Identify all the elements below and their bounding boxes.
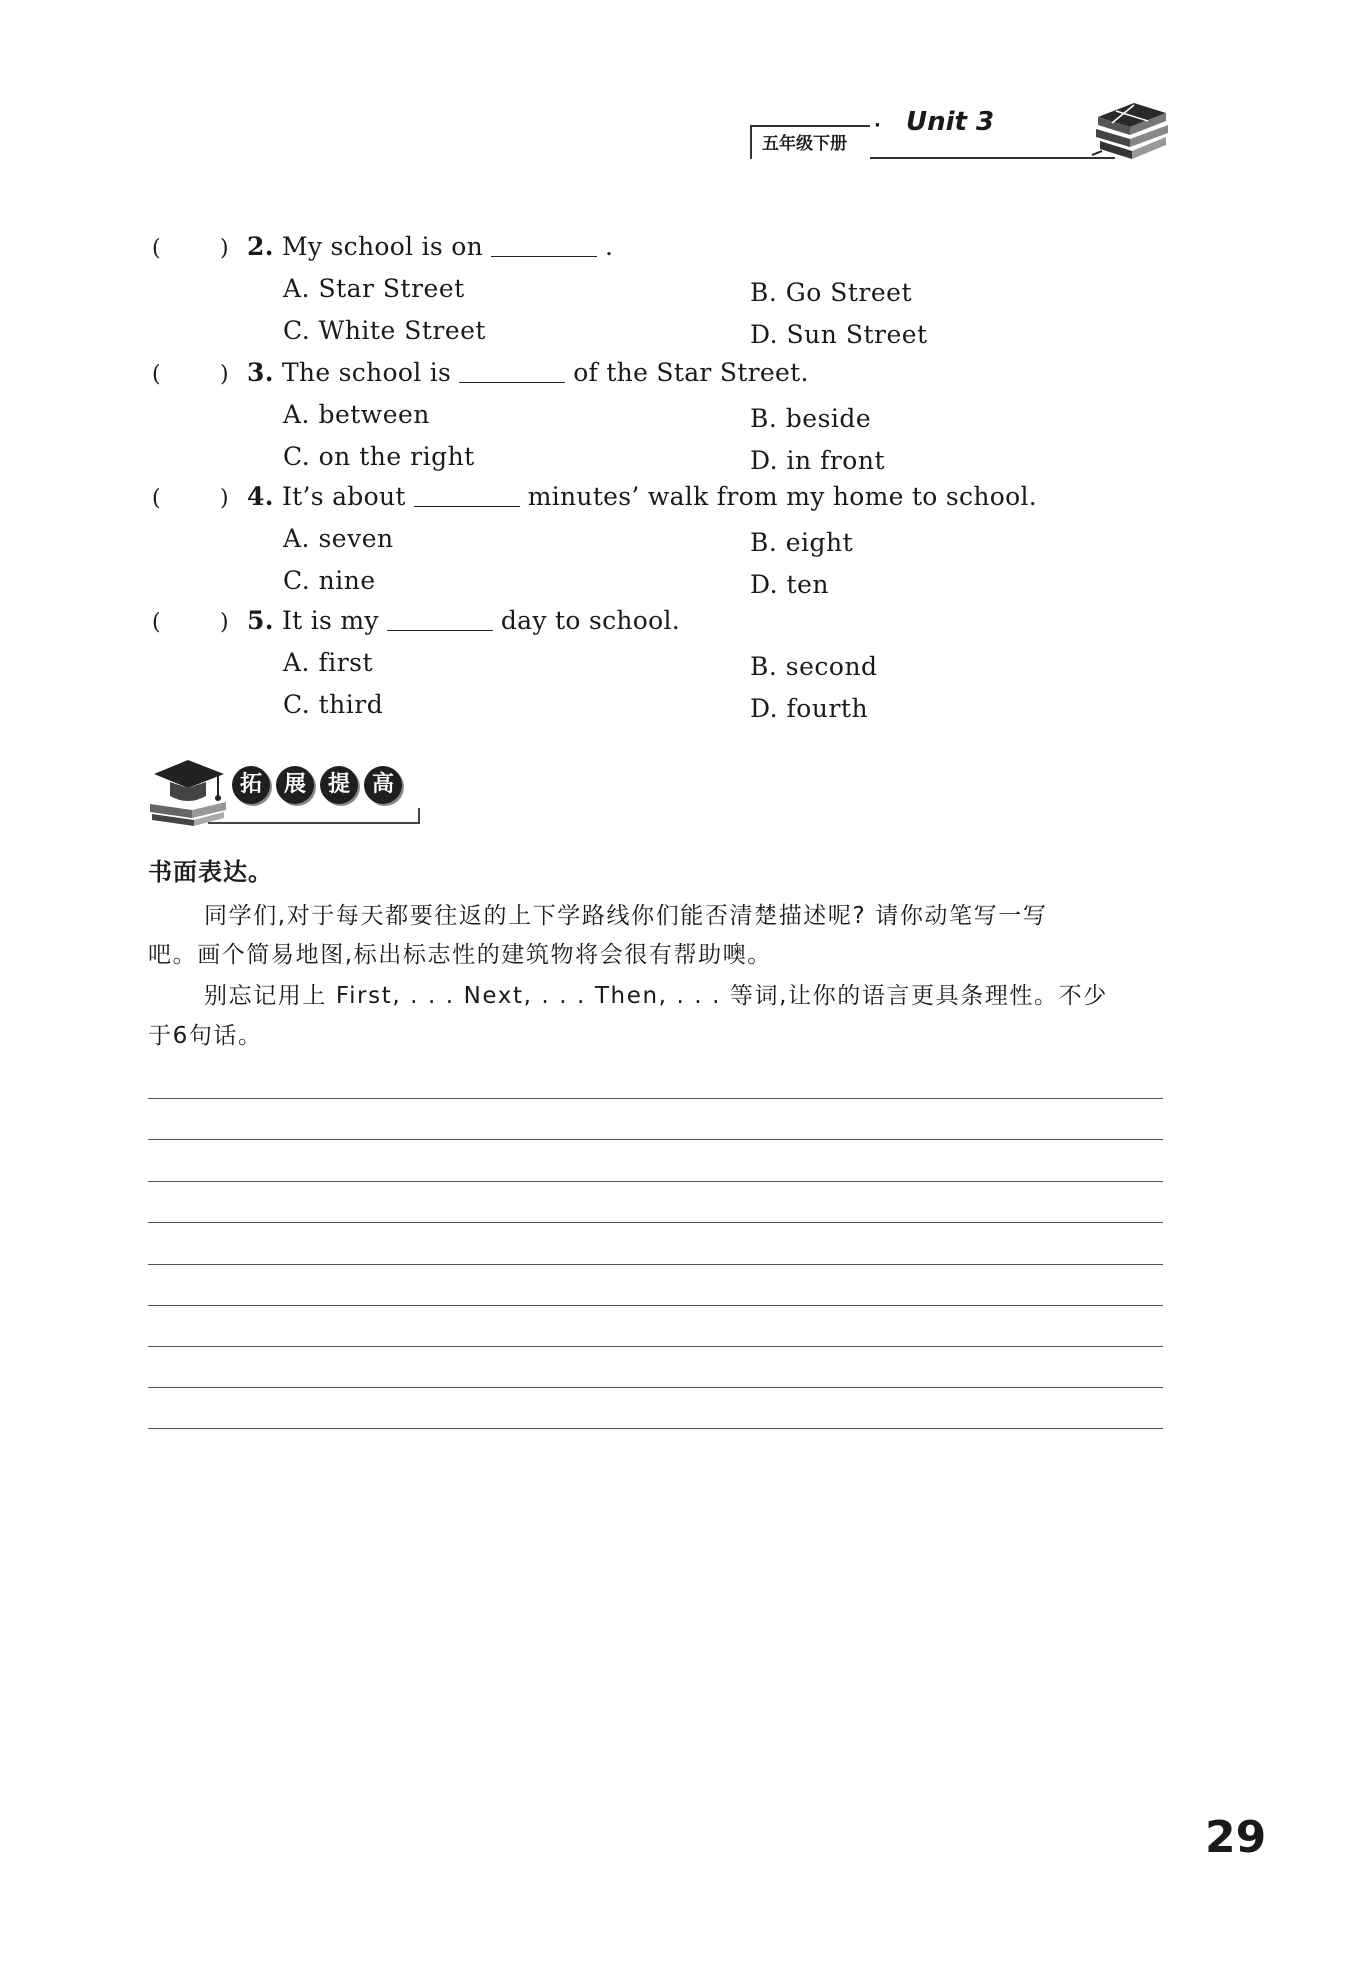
writing-hint-line-2: 于6句话。 [148, 1023, 263, 1049]
grade-label: 五年级下册 [750, 125, 870, 159]
answer-blank[interactable] [387, 610, 493, 631]
writing-line[interactable] [148, 1387, 1163, 1388]
writing-line[interactable] [148, 1264, 1163, 1265]
option-b: B. eight [750, 528, 854, 557]
writing-line[interactable] [148, 1346, 1163, 1347]
section-char-1: 拓 [232, 766, 270, 804]
answer-paren-open-5: ( [152, 610, 161, 635]
answer-paren-open-2: ( [152, 236, 161, 261]
answer-paren-close-2: ) [220, 236, 229, 261]
option-b: B. Go Street [750, 278, 912, 307]
writing-line[interactable] [148, 1181, 1163, 1182]
option-d: D. ten [750, 570, 829, 599]
question-number: 5. [247, 606, 274, 635]
writing-line[interactable] [148, 1139, 1163, 1140]
header-dot: · [874, 115, 881, 136]
question-stem: It is my [281, 606, 379, 635]
question-stem-end: of the Star Street. [573, 358, 809, 387]
unit-label: Unit 3 [906, 107, 995, 137]
question-2 [247, 232, 613, 261]
question-number: 3. [247, 358, 274, 387]
writing-instructions-line-2: 吧。画个简易地图,标出标志性的建筑物将会很有帮助噢。 [148, 942, 772, 968]
answer-paren-close-5: ) [220, 610, 229, 635]
question-stem: It’s about [281, 482, 406, 511]
answer-paren-open-4: ( [152, 486, 161, 511]
option-a: A. between [283, 400, 430, 429]
answer-paren-open-3: ( [152, 362, 161, 387]
option-d: D. fourth [750, 694, 869, 723]
question-stem-end: . [605, 232, 614, 261]
writing-line[interactable] [148, 1222, 1163, 1223]
books-stack-icon [1090, 95, 1170, 165]
question-number: 4. [247, 482, 274, 511]
option-d: D. in front [750, 446, 885, 475]
option-c: C. nine [283, 566, 376, 595]
writing-line[interactable] [148, 1098, 1163, 1099]
question-number: 2. [247, 232, 274, 261]
banner-underline [208, 808, 420, 824]
writing-title: 书面表达。 [148, 858, 273, 886]
option-c: C. on the right [283, 442, 475, 471]
answer-paren-close-3: ) [220, 362, 229, 387]
option-a: A. first [283, 648, 374, 677]
section-banner [148, 746, 423, 828]
option-c: C. third [283, 690, 384, 719]
question-stem-end: minutes’ walk from my home to school. [527, 482, 1037, 511]
writing-instructions-line-1: 同学们,对于每天都要往返的上下学路线你们能否清楚描述呢? 请你动笔写一写 [204, 903, 1048, 929]
question-5 [247, 606, 680, 635]
option-b: B. second [750, 652, 878, 681]
question-3 [247, 358, 809, 387]
page-number: 29 [1205, 1812, 1267, 1863]
answer-blank[interactable] [491, 236, 597, 257]
header-rule [870, 157, 1115, 159]
answer-blank[interactable] [459, 362, 565, 383]
option-a: A. seven [283, 524, 394, 553]
answer-blank[interactable] [414, 486, 520, 507]
section-char-3: 提 [320, 766, 358, 804]
writing-hint-line-1: 别忘记用上 First, . . . Next, . . . Then, . . . 等词,让你的语言更具条理性。不少 [204, 983, 1108, 1009]
question-4 [247, 482, 1037, 511]
section-char-2: 展 [276, 766, 314, 804]
question-stem: The school is [281, 358, 452, 387]
section-char-4: 高 [364, 766, 402, 804]
question-stem-end: day to school. [500, 606, 681, 635]
answer-paren-close-4: ) [220, 486, 229, 511]
question-stem: My school is on [281, 232, 484, 261]
option-c: C. White Street [283, 316, 486, 345]
writing-line[interactable] [148, 1305, 1163, 1306]
option-d: D. Sun Street [750, 320, 928, 349]
writing-line[interactable] [148, 1428, 1163, 1429]
option-b: B. beside [750, 404, 872, 433]
option-a: A. Star Street [283, 274, 465, 303]
page-header [750, 95, 1170, 165]
